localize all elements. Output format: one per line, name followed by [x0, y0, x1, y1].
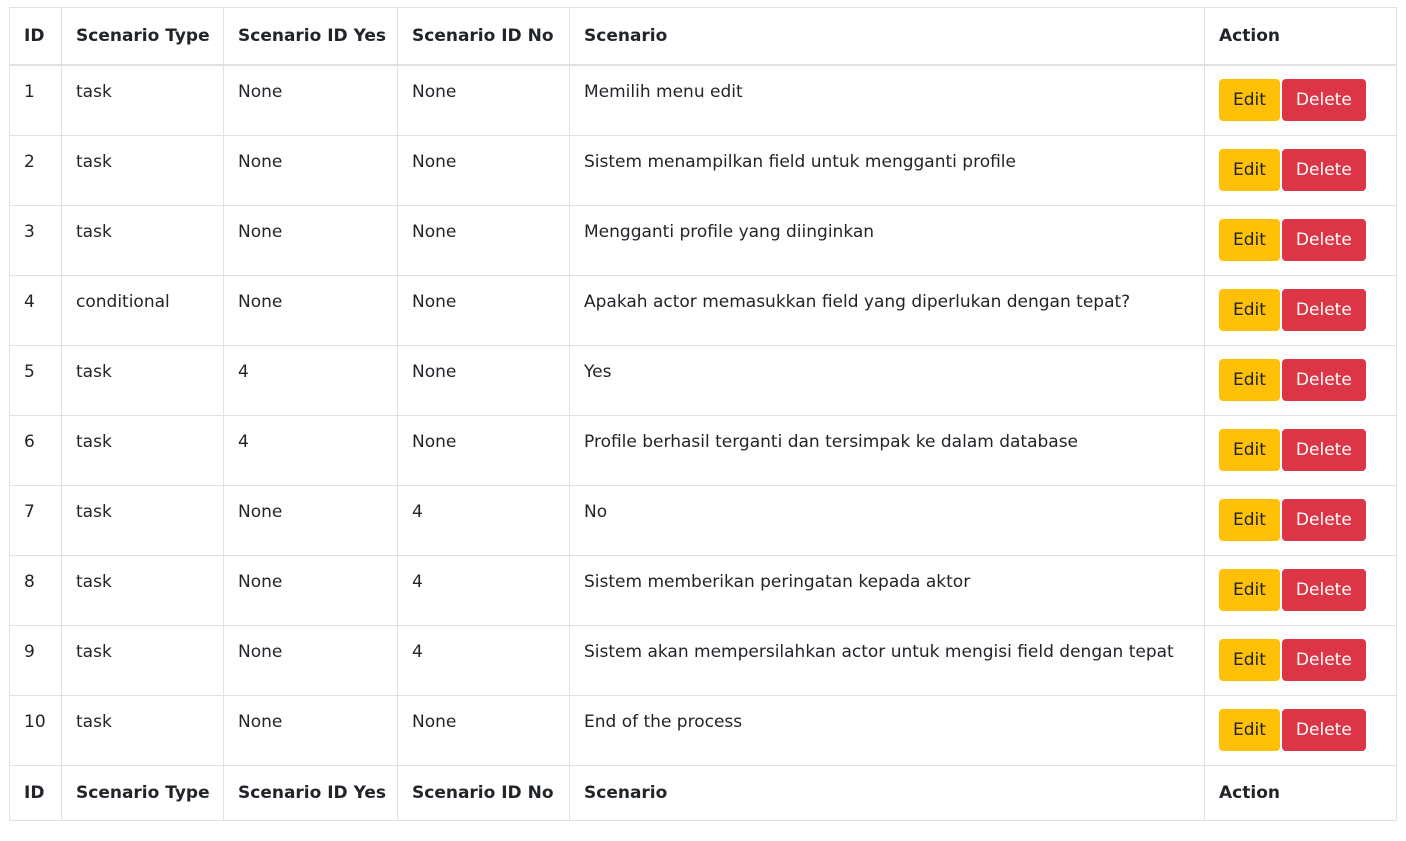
table-header — [10, 8, 1397, 66]
delete-button[interactable]: Delete — [1282, 709, 1366, 751]
cell-scenario-type: task — [62, 625, 224, 695]
table-row — [10, 485, 1397, 555]
edit-button[interactable]: Edit — [1219, 569, 1280, 611]
cell-id: 6 — [10, 415, 62, 485]
cell-scenario-type: task — [62, 135, 224, 205]
cell-scenario-type: conditional — [62, 275, 224, 345]
header-scenario: Scenario — [570, 8, 1205, 66]
edit-button[interactable]: Edit — [1219, 429, 1280, 471]
cell-action — [1205, 65, 1397, 135]
cell-id: 3 — [10, 205, 62, 275]
header-scenario-id-yes: Scenario ID Yes — [224, 8, 398, 66]
cell-scenario-id-no: None — [398, 275, 570, 345]
edit-button[interactable]: Edit — [1219, 79, 1280, 121]
cell-scenario-type: task — [62, 695, 224, 765]
cell-scenario: End of the process — [570, 695, 1205, 765]
cell-scenario-id-yes: None — [224, 65, 398, 135]
cell-scenario-id-no: None — [398, 65, 570, 135]
cell-id: 2 — [10, 135, 62, 205]
cell-action — [1205, 275, 1397, 345]
cell-id: 1 — [10, 65, 62, 135]
table-row — [10, 275, 1397, 345]
cell-scenario: Profile berhasil terganti dan tersimpak ke dalam database — [570, 415, 1205, 485]
cell-scenario-id-yes: None — [224, 205, 398, 275]
table-row — [10, 65, 1397, 135]
cell-scenario-id-yes: 4 — [224, 415, 398, 485]
cell-scenario-id-yes: 4 — [224, 345, 398, 415]
cell-scenario-id-yes: None — [224, 625, 398, 695]
header-scenario-type: Scenario Type — [62, 8, 224, 66]
footer-scenario-id-no: Scenario ID No — [398, 765, 570, 820]
cell-scenario: Yes — [570, 345, 1205, 415]
edit-button[interactable]: Edit — [1219, 709, 1280, 751]
cell-action — [1205, 625, 1397, 695]
cell-action — [1205, 135, 1397, 205]
delete-button[interactable]: Delete — [1282, 569, 1366, 611]
cell-scenario-id-no: 4 — [398, 485, 570, 555]
delete-button[interactable]: Delete — [1282, 79, 1366, 121]
cell-action — [1205, 345, 1397, 415]
cell-scenario-type: task — [62, 555, 224, 625]
table-body — [10, 65, 1397, 765]
cell-scenario-id-no: 4 — [398, 555, 570, 625]
cell-id: 9 — [10, 625, 62, 695]
cell-scenario-id-yes: None — [224, 555, 398, 625]
cell-scenario: Apakah actor memasukkan field yang diperlukan dengan tepat? — [570, 275, 1205, 345]
header-row — [10, 8, 1397, 66]
cell-scenario: Sistem memberikan peringatan kepada aktor — [570, 555, 1205, 625]
edit-button[interactable]: Edit — [1219, 639, 1280, 681]
scenario-table — [9, 7, 1397, 821]
delete-button[interactable]: Delete — [1282, 639, 1366, 681]
table-row — [10, 345, 1397, 415]
table-footer — [10, 765, 1397, 820]
cell-scenario-id-no: None — [398, 205, 570, 275]
delete-button[interactable]: Delete — [1282, 149, 1366, 191]
cell-id: 4 — [10, 275, 62, 345]
delete-button[interactable]: Delete — [1282, 429, 1366, 471]
cell-scenario-id-no: None — [398, 415, 570, 485]
header-scenario-id-no: Scenario ID No — [398, 8, 570, 66]
header-id: ID — [10, 8, 62, 66]
cell-id: 10 — [10, 695, 62, 765]
cell-scenario-type: task — [62, 345, 224, 415]
delete-button[interactable]: Delete — [1282, 219, 1366, 261]
footer-action: Action — [1205, 765, 1397, 820]
cell-scenario-type: task — [62, 415, 224, 485]
table-row — [10, 555, 1397, 625]
cell-scenario-type: task — [62, 485, 224, 555]
edit-button[interactable]: Edit — [1219, 149, 1280, 191]
cell-scenario-id-yes: None — [224, 695, 398, 765]
table-row — [10, 205, 1397, 275]
cell-id: 7 — [10, 485, 62, 555]
header-action: Action — [1205, 8, 1397, 66]
cell-action — [1205, 695, 1397, 765]
footer-id: ID — [10, 765, 62, 820]
cell-scenario: Sistem menampilkan field untuk mengganti profile — [570, 135, 1205, 205]
cell-scenario-id-no: 4 — [398, 625, 570, 695]
cell-scenario-id-no: None — [398, 695, 570, 765]
cell-action — [1205, 415, 1397, 485]
footer-scenario-id-yes: Scenario ID Yes — [224, 765, 398, 820]
cell-scenario-id-yes: None — [224, 485, 398, 555]
cell-scenario: No — [570, 485, 1205, 555]
cell-scenario-id-no: None — [398, 135, 570, 205]
delete-button[interactable]: Delete — [1282, 499, 1366, 541]
edit-button[interactable]: Edit — [1219, 359, 1280, 401]
cell-action — [1205, 205, 1397, 275]
footer-scenario-type: Scenario Type — [62, 765, 224, 820]
footer-row — [10, 765, 1397, 820]
edit-button[interactable]: Edit — [1219, 499, 1280, 541]
cell-scenario-id-yes: None — [224, 275, 398, 345]
table-row — [10, 695, 1397, 765]
scenario-table-container — [9, 7, 1396, 821]
cell-id: 5 — [10, 345, 62, 415]
cell-scenario-type: task — [62, 205, 224, 275]
table-row — [10, 135, 1397, 205]
cell-action — [1205, 485, 1397, 555]
footer-scenario: Scenario — [570, 765, 1205, 820]
cell-scenario-id-yes: None — [224, 135, 398, 205]
delete-button[interactable]: Delete — [1282, 359, 1366, 401]
edit-button[interactable]: Edit — [1219, 219, 1280, 261]
cell-scenario: Memilih menu edit — [570, 65, 1205, 135]
cell-scenario-id-no: None — [398, 345, 570, 415]
table-row — [10, 625, 1397, 695]
cell-scenario: Sistem akan mempersilahkan actor untuk mengisi field dengan tepat — [570, 625, 1205, 695]
cell-action — [1205, 555, 1397, 625]
cell-scenario-type: task — [62, 65, 224, 135]
delete-button[interactable]: Delete — [1282, 289, 1366, 331]
cell-scenario: Mengganti profile yang diinginkan — [570, 205, 1205, 275]
cell-id: 8 — [10, 555, 62, 625]
edit-button[interactable]: Edit — [1219, 289, 1280, 331]
table-row — [10, 415, 1397, 485]
